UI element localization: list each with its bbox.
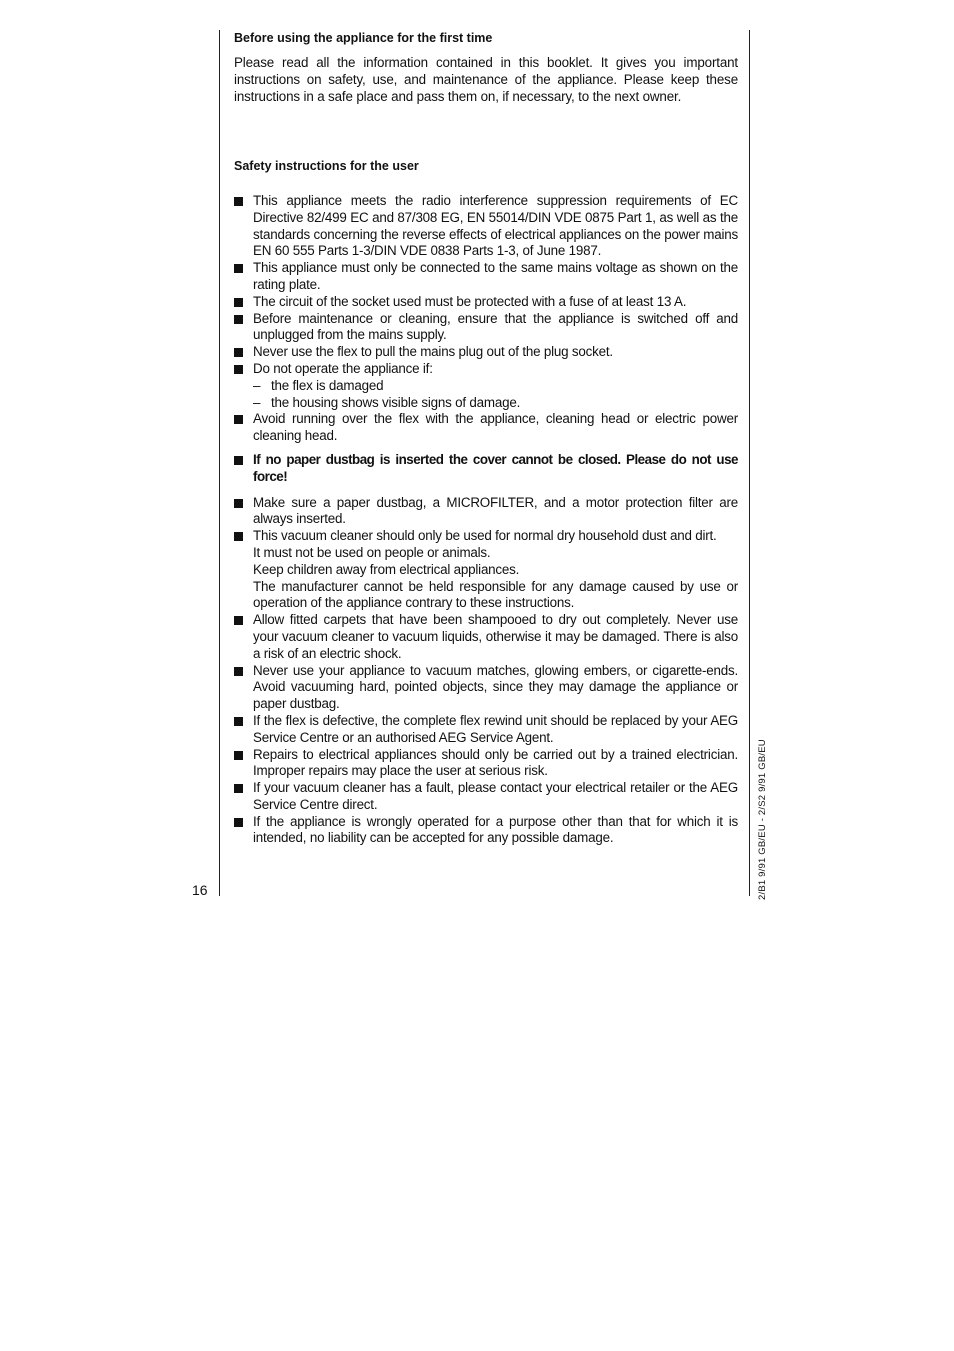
right-margin-rule: [749, 30, 750, 896]
safety-item: [234, 294, 738, 311]
safety-item: [234, 814, 738, 848]
square-bullet-icon: [234, 456, 243, 465]
safety-list: [234, 193, 738, 847]
first-use-body: Please read all the information contained in this booklet. It gives you important instructions on safety, use, and maintenance of the appliance. Please keep these instructions in a safe place and pass them on, if necessary, to the next owner.: [234, 55, 738, 104]
safety-item-text: This vacuum cleaner should only be used for normal dry household dust and dirt.: [253, 528, 717, 544]
safety-item-text: The circuit of the socket used must be protected with a fuse of at least 13 A.: [253, 293, 687, 309]
safety-item: [234, 411, 738, 445]
safety-item-text: Never use your appliance to vacuum matches, glowing embers, or cigarette-ends. Avoid vacuuming hard, pointed objects, since they may damage the appliance or paper dustbag.: [253, 662, 738, 712]
square-bullet-icon: [234, 197, 243, 206]
safety-item-text: Make sure a paper dustbag, a MICROFILTER, and a motor protection filter are always inserted.: [253, 494, 738, 527]
safety-item-text: If the flex is defective, the complete flex rewind unit should be replaced by your AEG Service Centre or an authorised AEG Service Agent.: [253, 712, 738, 745]
square-bullet-icon: [234, 667, 243, 676]
square-bullet-icon: [234, 264, 243, 273]
safety-item: [234, 663, 738, 713]
square-bullet-icon: [234, 751, 243, 760]
square-bullet-icon: [234, 616, 243, 625]
safety-item-text: If the appliance is wrongly operated for a purpose other than that for which it is intended, no liability can be accepted for any possible damage.: [253, 813, 738, 846]
safety-item-text: Never use the flex to pull the mains plug out of the plug socket.: [253, 344, 613, 360]
square-bullet-icon: [234, 315, 243, 324]
safety-item: [234, 361, 738, 411]
safety-item-text: This appliance meets the radio interference suppression requirements of EC Directive 82/499 EC and 87/308 EG, EN 55014/DIN VDE 0875 Part 1, as well as the standards concerning the reverse effects of electrical appliances on the power mains EN 60 555 Parts 1-3/DIN VDE 0838 Parts 1-3, of June 1987.: [253, 193, 738, 259]
square-bullet-icon: [234, 717, 243, 726]
safety-heading: Safety instructions for the user: [234, 159, 419, 173]
first-use-heading: Before using the appliance for the first time: [234, 31, 493, 45]
safety-item: [234, 528, 738, 612]
page-number: 16: [192, 882, 208, 898]
safety-item: [234, 193, 738, 260]
safety-item: [234, 260, 738, 294]
safety-item-text: If no paper dustbag is inserted the cover cannot be closed. Please do not use force!: [253, 451, 738, 484]
square-bullet-icon: [234, 298, 243, 307]
page-content: [234, 30, 738, 847]
document-code: 2/B1 9/91 GB/EU - 2/S2 9/91 GB/EU: [757, 739, 768, 900]
safety-item-text: It must not be used on people or animals.: [253, 544, 491, 560]
safety-item-text: Keep children away from electrical appliances.: [253, 561, 520, 577]
square-bullet-icon: [234, 348, 243, 357]
safety-item: [234, 780, 738, 814]
safety-subitem: – the housing shows visible signs of damage.: [253, 395, 738, 412]
safety-item: [234, 713, 738, 747]
square-bullet-icon: [234, 365, 243, 374]
safety-item-text: Allow fitted carpets that have been shampooed to dry out completely. Never use your vacuum cleaner to vacuum liquids, otherwise it may be damaged. There is also a risk of an electric shock.: [253, 612, 738, 661]
square-bullet-icon: [234, 532, 243, 541]
safety-item: [234, 612, 738, 662]
square-bullet-icon: [234, 499, 243, 508]
left-margin-rule: [219, 30, 220, 896]
safety-item: [234, 747, 738, 781]
square-bullet-icon: [234, 818, 243, 827]
square-bullet-icon: [234, 415, 243, 424]
safety-item-text: Before maintenance or cleaning, ensure that the appliance is switched off and unplugged from the mains supply.: [253, 310, 738, 343]
safety-item-text: Repairs to electrical appliances should only be carried out by a trained electrician. Improper repairs may place the user at serious risk.: [253, 746, 738, 779]
safety-subitem: – the flex is damaged: [253, 378, 738, 395]
safety-item: [234, 311, 738, 345]
safety-item-text: Do not operate the appliance if:: [253, 360, 433, 376]
safety-item: [234, 495, 738, 529]
safety-item: [234, 344, 738, 361]
safety-item-text: This appliance must only be connected to the same mains voltage as shown on the rating plate.: [253, 260, 738, 292]
safety-item-text: The manufacturer cannot be held responsible for any damage caused by use or operation of the appliance contrary to these instructions.: [253, 578, 738, 611]
safety-item-text: If your vacuum cleaner has a fault, please contact your electrical retailer or the AEG Service Centre direct.: [253, 780, 738, 812]
square-bullet-icon: [234, 784, 243, 793]
safety-item-important: [234, 452, 738, 486]
safety-item-text: Avoid running over the flex with the appliance, cleaning head or electric power cleaning head.: [253, 411, 738, 444]
